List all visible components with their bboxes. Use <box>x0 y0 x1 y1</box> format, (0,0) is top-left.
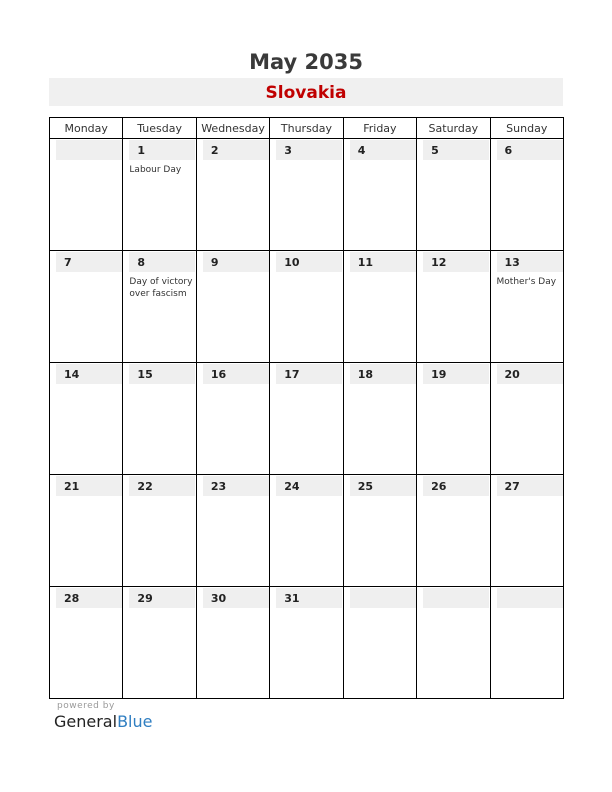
day-number: 21 <box>64 480 80 493</box>
day-cell-30 <box>196 587 269 699</box>
day-cell-12 <box>417 251 490 363</box>
day-cell-28 <box>50 587 123 699</box>
day-number: 19 <box>431 368 447 381</box>
day-cell-3 <box>270 139 343 251</box>
day-cell-31 <box>270 587 343 699</box>
day-number-box <box>276 140 342 160</box>
day-number: 15 <box>137 368 153 381</box>
day-number <box>497 592 505 605</box>
day-cell-20 <box>490 363 563 475</box>
weekday-monday: Monday <box>50 118 123 139</box>
day-number: 4 <box>357 144 366 157</box>
day-number: 5 <box>431 144 439 157</box>
day-number: 10 <box>284 256 300 269</box>
day-number-box <box>203 364 269 384</box>
day-number-box <box>203 588 269 608</box>
calendar-title: May 2035 <box>249 50 363 74</box>
day-number-box <box>350 140 416 160</box>
day-number-box <box>276 588 342 608</box>
day-number-box <box>129 140 195 160</box>
brand-blue: Blue <box>117 712 153 731</box>
day-number-box <box>203 252 269 272</box>
day-number-box <box>350 364 416 384</box>
weekday-tuesday: Tuesday <box>123 118 196 139</box>
empty-day-cell <box>417 587 490 699</box>
day-number: 3 <box>284 144 292 157</box>
week-row <box>50 251 564 363</box>
day-number-box <box>350 476 416 496</box>
day-number: 20 <box>504 368 520 381</box>
day-number-box <box>276 252 342 272</box>
day-number-box <box>350 252 416 272</box>
day-number: 22 <box>137 480 153 493</box>
day-number-box <box>56 364 122 384</box>
day-cell-11 <box>343 251 416 363</box>
day-number-box <box>497 252 563 272</box>
holiday-label: Labour Day <box>129 165 182 175</box>
day-number: 9 <box>210 256 219 269</box>
weekday-sunday: Sunday <box>490 118 563 139</box>
day-number: 1 <box>137 144 146 157</box>
day-number: 29 <box>137 592 153 605</box>
day-cell-7 <box>50 251 123 363</box>
day-cell-25 <box>343 475 416 587</box>
day-number-box <box>56 252 122 272</box>
brand-general: General <box>54 712 118 731</box>
day-cell-14 <box>50 363 123 475</box>
day-number-box <box>203 140 269 160</box>
day-cell-16 <box>196 363 269 475</box>
day-cell-2 <box>196 139 269 251</box>
day-cell-19 <box>417 363 490 475</box>
weekday-wednesday: Wednesday <box>196 118 269 139</box>
day-number-box <box>497 588 563 608</box>
day-cell-15 <box>123 363 196 475</box>
day-number: 17 <box>284 368 300 381</box>
day-number: 26 <box>431 480 447 493</box>
day-cell-27 <box>490 475 563 587</box>
week-row <box>50 139 564 251</box>
day-cell-10 <box>270 251 343 363</box>
day-number-box <box>56 140 122 160</box>
day-number-box <box>276 364 342 384</box>
week-row <box>50 363 564 475</box>
day-number: 27 <box>504 480 520 493</box>
empty-day-cell <box>490 587 563 699</box>
day-number: 6 <box>504 144 513 157</box>
day-number <box>423 592 431 605</box>
day-number-box <box>423 252 489 272</box>
day-cell-29 <box>123 587 196 699</box>
country-name: Slovakia <box>265 83 347 103</box>
day-cell-21 <box>50 475 123 587</box>
week-row <box>50 475 564 587</box>
day-number-box <box>423 364 489 384</box>
day-number-box <box>56 476 122 496</box>
day-cell-18 <box>343 363 416 475</box>
day-number: 30 <box>210 592 227 605</box>
day-number: 13 <box>504 256 520 269</box>
day-number-box <box>350 588 416 608</box>
day-number-box <box>423 140 489 160</box>
calendar-grid <box>49 117 564 699</box>
day-cell-1 <box>123 139 196 251</box>
day-cell-22 <box>123 475 196 587</box>
day-number-box <box>203 476 269 496</box>
day-number-box <box>423 588 489 608</box>
day-cell-4 <box>343 139 416 251</box>
weekday-thursday: Thursday <box>270 118 343 139</box>
day-number-box <box>497 140 563 160</box>
day-cell-6 <box>490 139 563 251</box>
day-number: 16 <box>210 368 227 381</box>
country-banner <box>49 78 563 106</box>
day-number-box <box>129 364 195 384</box>
day-number-box <box>129 252 195 272</box>
empty-day-cell <box>50 139 123 251</box>
day-number-box <box>276 476 342 496</box>
day-number: 31 <box>284 592 300 605</box>
day-cell-24 <box>270 475 343 587</box>
day-number: 18 <box>357 368 373 381</box>
powered-by-label: powered by <box>57 701 115 711</box>
holiday-label: Mother's Day <box>496 277 557 287</box>
weekday-friday: Friday <box>343 118 416 139</box>
day-cell-9 <box>196 251 269 363</box>
day-number: 24 <box>284 480 300 493</box>
day-number: 8 <box>137 256 146 269</box>
day-cell-13 <box>490 251 563 363</box>
weekday-header-row <box>50 118 564 139</box>
holiday-label: Day of victory over fascism <box>129 277 193 299</box>
day-number: 14 <box>64 368 80 381</box>
day-number: 28 <box>64 592 80 605</box>
week-row <box>50 587 564 699</box>
day-number: 25 <box>357 480 373 493</box>
day-cell-23 <box>196 475 269 587</box>
weekday-saturday: Saturday <box>417 118 490 139</box>
day-number-box <box>129 588 195 608</box>
generalblue-logo[interactable] <box>54 712 152 732</box>
empty-day-cell <box>343 587 416 699</box>
day-cell-26 <box>417 475 490 587</box>
day-number-box <box>497 476 563 496</box>
day-cell-17 <box>270 363 343 475</box>
day-number <box>350 592 358 605</box>
day-number-box <box>497 364 563 384</box>
day-number: 23 <box>210 480 227 493</box>
day-number: 2 <box>210 144 219 157</box>
day-number: 7 <box>64 256 72 269</box>
day-number <box>56 144 64 157</box>
day-number-box <box>56 588 122 608</box>
day-number-box <box>129 476 195 496</box>
day-number: 12 <box>431 256 447 269</box>
day-cell-5 <box>417 139 490 251</box>
day-cell-8 <box>123 251 196 363</box>
day-number: 11 <box>357 256 373 269</box>
day-number-box <box>423 476 489 496</box>
